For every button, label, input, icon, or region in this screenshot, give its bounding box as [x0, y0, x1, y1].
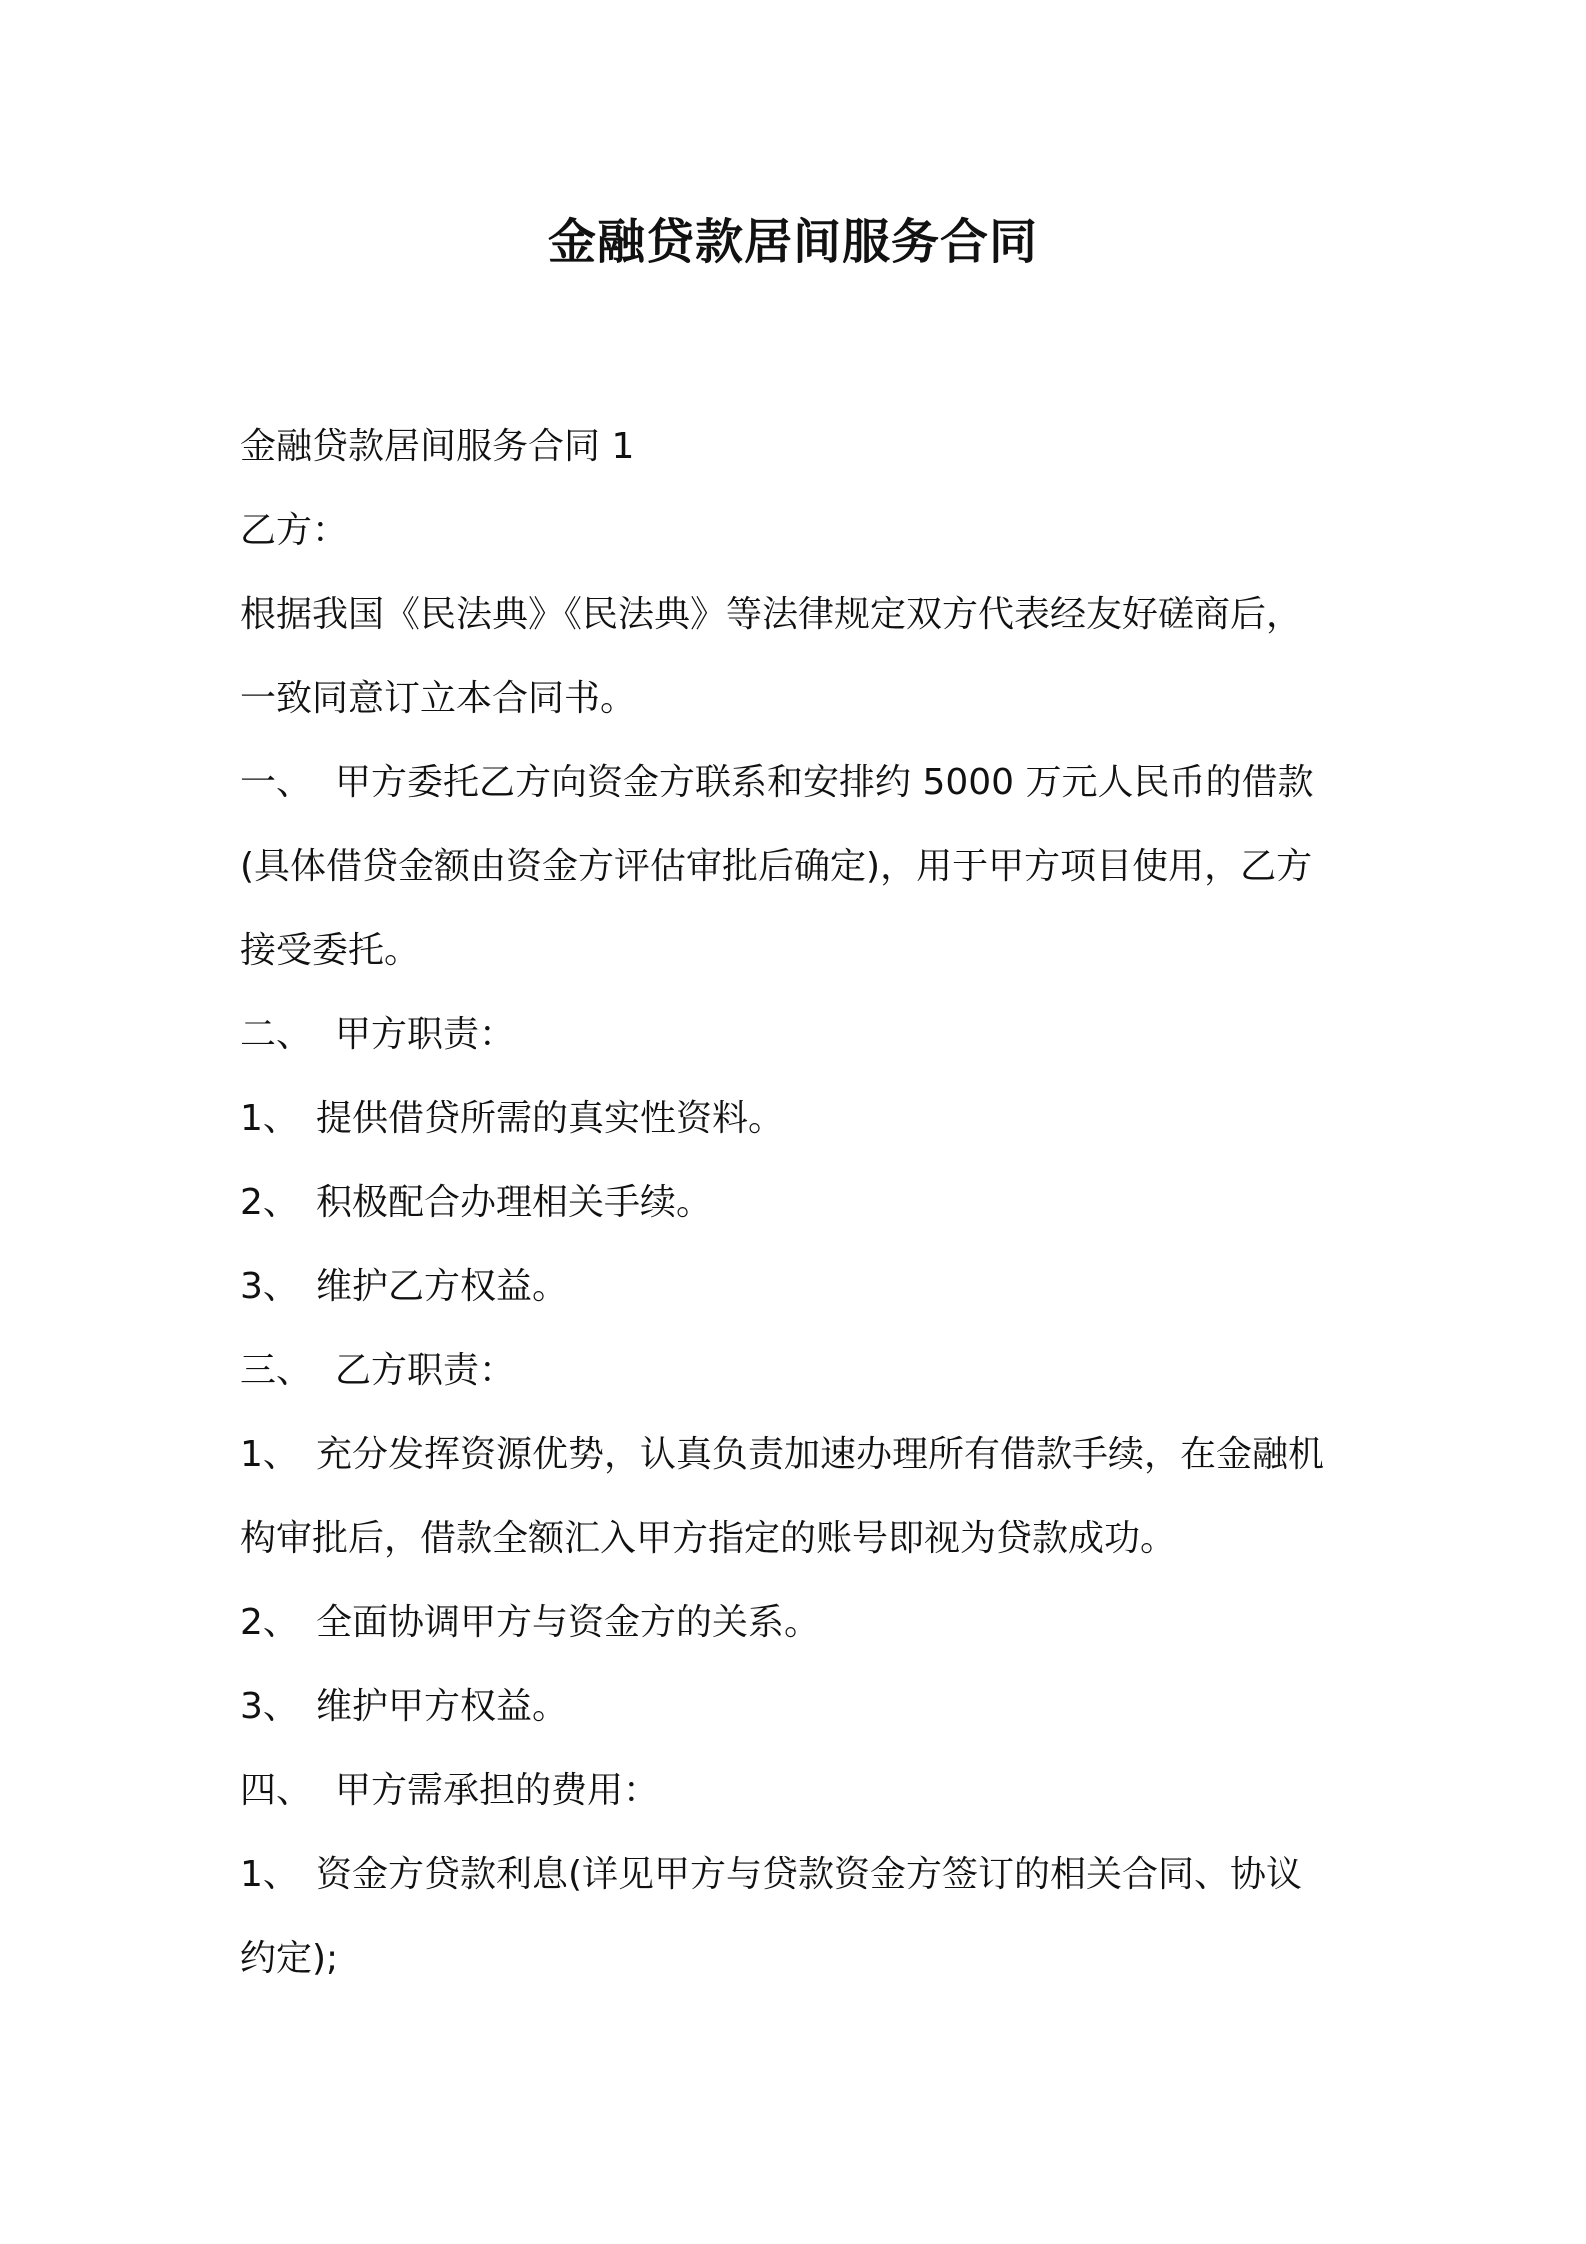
list-item-number: 1、 — [240, 1434, 299, 1475]
section-1-line-2: (具体借贷金额由资金方评估审批后确定)，用于甲方项目使用，乙方 — [240, 846, 1313, 887]
section-3-heading-text: 乙方职责： — [335, 1350, 516, 1391]
list-item-text: 提供借贷所需的真实性资料。 — [316, 1098, 785, 1139]
list-item — [240, 1581, 1370, 1665]
list-item-text: 全面协调甲方与资金方的关系。 — [316, 1602, 821, 1643]
list-item — [240, 1413, 1370, 1497]
section-4-heading — [240, 1749, 1370, 1833]
section-3-heading — [240, 1329, 1370, 1413]
list-item — [240, 1245, 1370, 1329]
section-1-marker: 一、 — [240, 762, 313, 803]
preamble-line-1: 根据我国《民法典》《民法典》等法律规定双方代表经友好磋商后， — [240, 594, 1303, 635]
section-2-heading-text: 甲方职责： — [335, 1014, 516, 1055]
section-2-heading — [240, 993, 1370, 1077]
party-b-label: 乙方： — [240, 510, 349, 551]
list-item-text: 资金方贷款利息(详见甲方与贷款资金方签订的相关合同、协议 — [316, 1854, 1303, 1895]
list-item-number: 3、 — [240, 1686, 299, 1727]
list-item-number: 2、 — [240, 1182, 299, 1223]
section-2-marker: 二、 — [240, 1014, 313, 1055]
list-item-text: 维护甲方权益。 — [316, 1686, 569, 1727]
list-item — [240, 1665, 1370, 1749]
list-item-number: 3、 — [240, 1266, 299, 1307]
section-1-line-1 — [240, 741, 1370, 825]
list-item — [240, 1077, 1370, 1161]
list-item-text: 维护乙方权益。 — [316, 1266, 569, 1307]
section-4-marker: 四、 — [240, 1770, 313, 1811]
section-1-text-1: 甲方委托乙方向资金方联系和安排约 5000 万元人民币的借款 — [335, 762, 1314, 803]
list-item-continuation: 构审批后，借款全额汇入甲方指定的账号即视为贷款成功。 — [240, 1518, 1177, 1559]
section-1-line-3: 接受委托。 — [240, 930, 421, 971]
list-item-text: 充分发挥资源优势，认真负责加速办理所有借款手续，在金融机 — [316, 1434, 1325, 1475]
list-item-number: 1、 — [240, 1098, 299, 1139]
list-item-continuation: 约定); — [240, 1938, 339, 1979]
list-item — [240, 1833, 1370, 1917]
list-item-number: 2、 — [240, 1602, 299, 1643]
contract-subtitle: 金融贷款居间服务合同 1 — [240, 426, 635, 467]
list-item — [240, 1161, 1370, 1245]
list-item-number: 1、 — [240, 1854, 299, 1895]
preamble-line-2: 一致同意订立本合同书。 — [240, 678, 637, 719]
list-item-text: 积极配合办理相关手续。 — [316, 1182, 713, 1223]
document-body — [240, 405, 1370, 2001]
section-4-heading-text: 甲方需承担的费用： — [335, 1770, 660, 1811]
section-3-marker: 三、 — [240, 1350, 313, 1391]
document-title: 金融贷款居间服务合同 — [547, 214, 1038, 270]
